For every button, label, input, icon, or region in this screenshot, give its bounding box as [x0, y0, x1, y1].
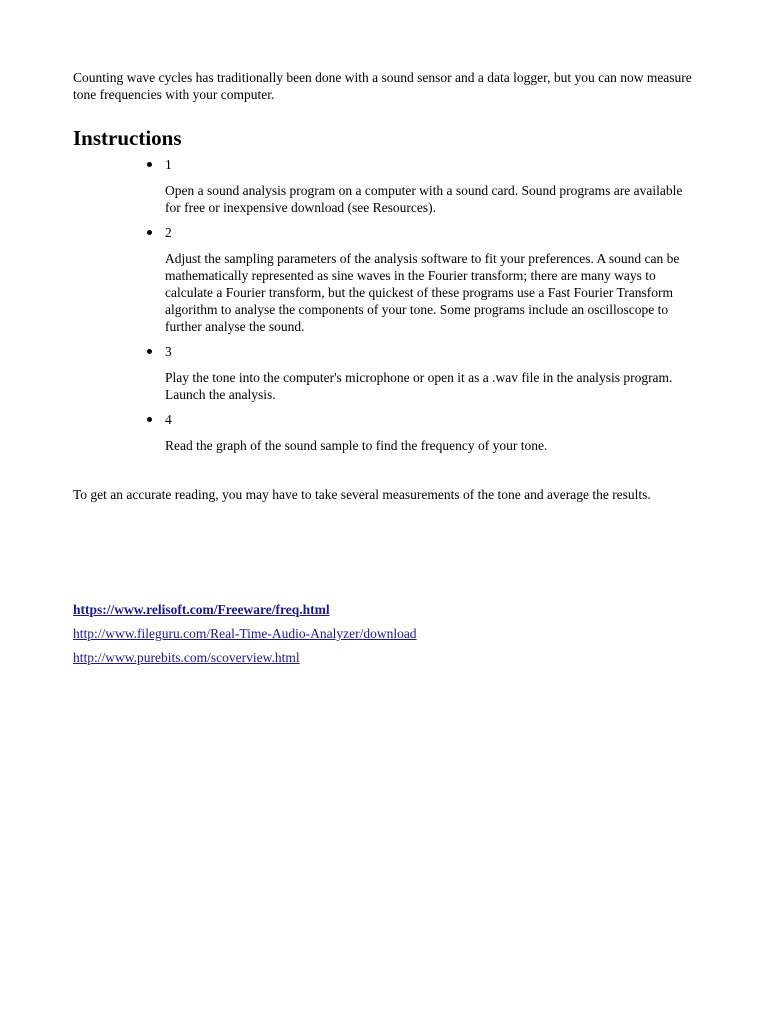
intro-paragraph: Counting wave cycles has traditionally been done with a sound sensor and a data logger, but you can now measure tone frequencies with your computer.: [73, 70, 692, 102]
step-number: 4: [165, 412, 172, 427]
steps-list: [73, 156, 698, 454]
bullet-icon: [147, 349, 152, 354]
bullet-icon: [147, 162, 152, 167]
step-item-1: [165, 156, 698, 216]
step-text: Play the tone into the computer's microphone or open it as a .wav file in the analysis program. Launch the analysis.: [165, 370, 673, 402]
step-item-2: [165, 224, 698, 335]
step-item-4: [165, 411, 698, 454]
bullet-icon: [147, 417, 152, 422]
document-page: [73, 69, 698, 673]
step-text: Open a sound analysis program on a computer with a sound card. Sound programs are available for free or inexpensive download (see Resources).: [165, 183, 683, 215]
step-number: 3: [165, 344, 172, 359]
resource-links: [73, 601, 698, 666]
step-number: 2: [165, 225, 172, 240]
instructions-heading: Instructions: [73, 126, 182, 150]
link-fileguru[interactable]: http://www.fileguru.com/Real-Time-Audio-Analyzer/download: [73, 626, 417, 641]
step-number: 1: [165, 157, 172, 172]
step-item-3: [165, 343, 698, 403]
bullet-icon: [147, 230, 152, 235]
step-text: Read the graph of the sound sample to find the frequency of your tone.: [165, 438, 548, 453]
link-relisoft[interactable]: https://www.relisoft.com/Freeware/freq.html: [73, 602, 330, 617]
outro-paragraph: To get an accurate reading, you may have to take several measurements of the tone and average the results.: [73, 487, 651, 502]
link-purebits[interactable]: http://www.purebits.com/scoverview.html: [73, 650, 300, 665]
step-text: Adjust the sampling parameters of the analysis software to fit your preferences. A sound can be mathematically represented as sine waves in the Fourier transform; there are many ways to calculate a Fourier transform, but the quickest of these programs use a Fast Fourier Transform algorithm to analyse the components of your tone. Some programs include an oscilloscope to further analyse the sound.: [165, 251, 680, 334]
